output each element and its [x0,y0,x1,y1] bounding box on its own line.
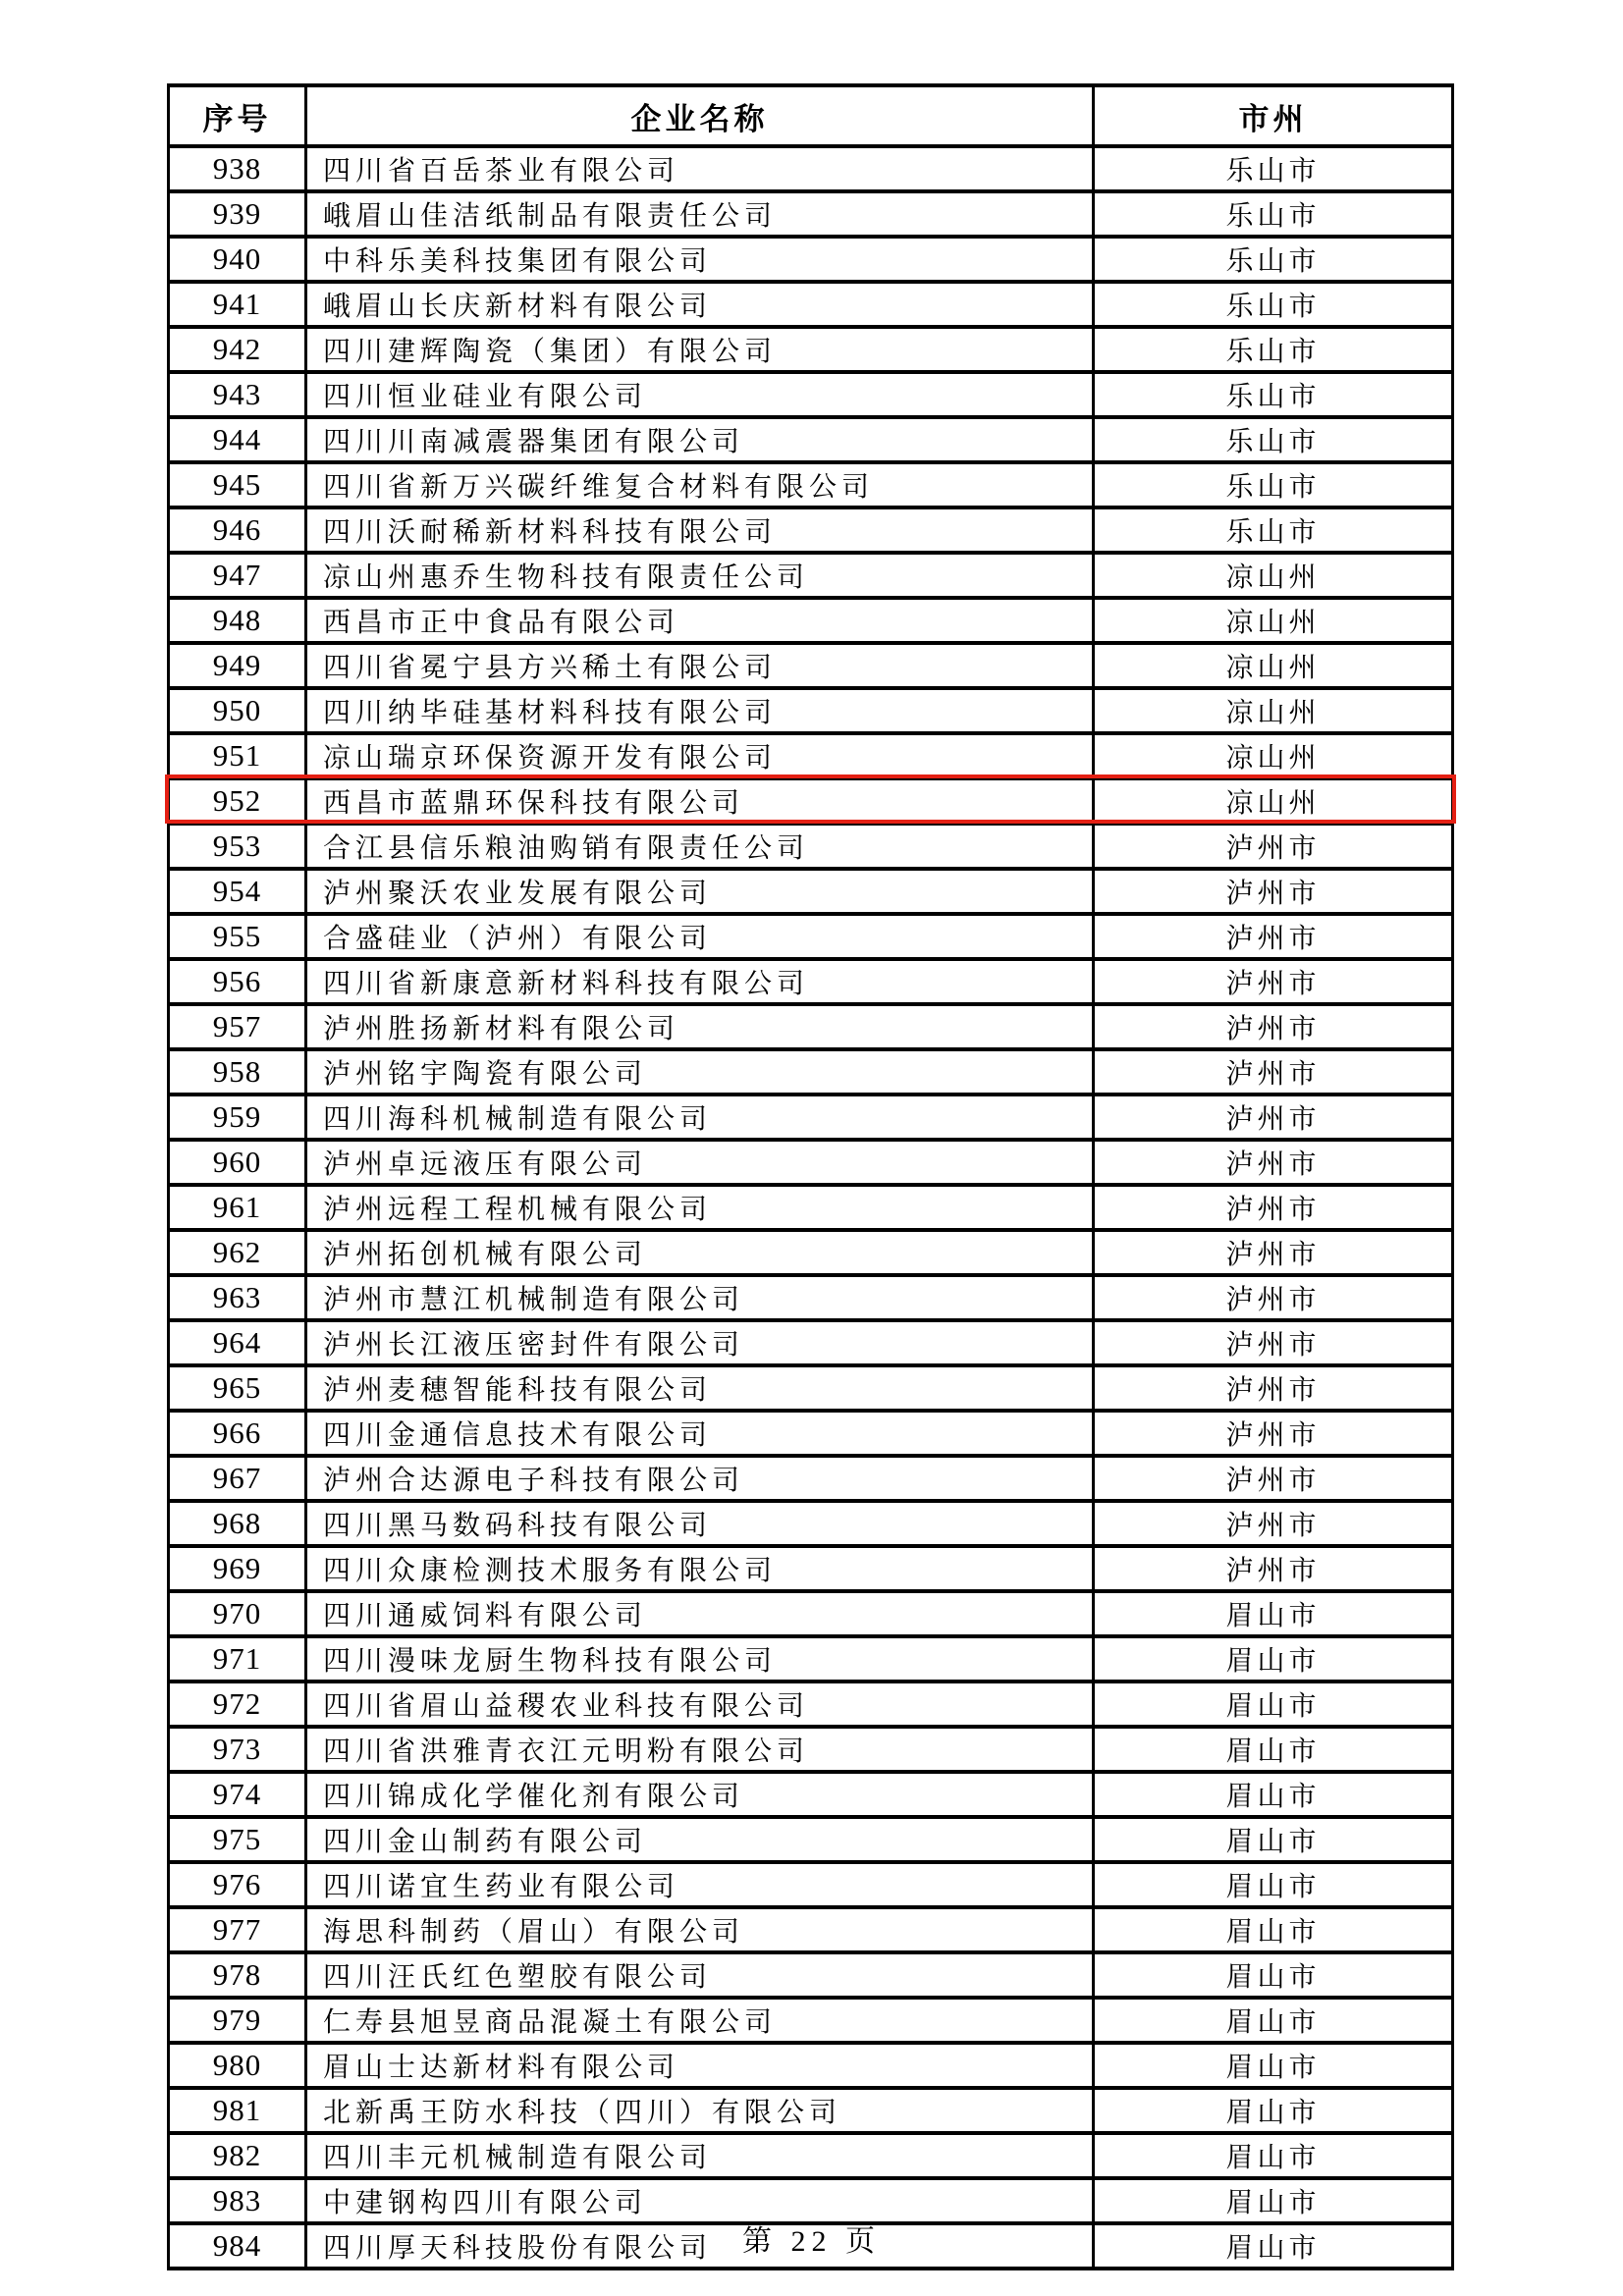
table-row [169,643,1453,688]
company-name-cell: 四川漫味龙厨生物科技有限公司 [306,1636,1094,1682]
header-company-name: 企业名称 [306,85,1094,146]
table-row [169,1275,1453,1320]
city-cell: 眉山市 [1094,1772,1453,1817]
company-name-cell: 四川省新康意新材料科技有限公司 [306,959,1094,1004]
table-row [169,282,1453,327]
company-table [167,83,1454,2270]
table-row [169,1998,1453,2043]
company-name-cell: 四川省新万兴碳纤维复合材料有限公司 [306,462,1094,507]
company-name-cell: 四川恒业硅业有限公司 [306,372,1094,417]
company-name-cell: 四川黑马数码科技有限公司 [306,1501,1094,1546]
city-cell: 泸州市 [1094,1140,1453,1185]
city-cell: 眉山市 [1094,1862,1453,1907]
city-cell: 泸州市 [1094,1365,1453,1411]
serial-cell: 952 [169,778,306,824]
city-cell: 泸州市 [1094,824,1453,869]
table-row [169,1636,1453,1682]
city-cell: 泸州市 [1094,1004,1453,1049]
serial-cell: 959 [169,1095,306,1140]
company-name-cell: 泸州合达源电子科技有限公司 [306,1456,1094,1501]
serial-cell: 984 [169,2223,306,2269]
company-name-cell: 合盛硅业（泸州）有限公司 [306,914,1094,959]
serial-cell: 977 [169,1907,306,1952]
table-row [169,507,1453,553]
company-name-cell: 四川建辉陶瓷（集团）有限公司 [306,327,1094,372]
table-row [169,733,1453,778]
company-name-cell: 泸州铭宇陶瓷有限公司 [306,1049,1094,1095]
company-name-cell: 合江县信乐粮油购销有限责任公司 [306,824,1094,869]
table-row [169,1772,1453,1817]
city-cell: 泸州市 [1094,1185,1453,1230]
table-row [169,2043,1453,2088]
city-cell: 眉山市 [1094,1907,1453,1952]
company-name-cell: 中建钢构四川有限公司 [306,2178,1094,2223]
company-name-cell: 泸州远程工程机械有限公司 [306,1185,1094,1230]
city-cell: 乐山市 [1094,282,1453,327]
header-city: 市州 [1094,85,1453,146]
city-cell: 眉山市 [1094,2223,1453,2269]
city-cell: 乐山市 [1094,462,1453,507]
city-cell: 乐山市 [1094,327,1453,372]
city-cell: 泸州市 [1094,1320,1453,1365]
company-name-cell: 泸州卓远液压有限公司 [306,1140,1094,1185]
serial-cell: 973 [169,1727,306,1772]
company-name-cell: 泸州市慧江机械制造有限公司 [306,1275,1094,1320]
company-name-cell: 泸州胜扬新材料有限公司 [306,1004,1094,1049]
table-row [169,1591,1453,1636]
company-name-cell: 泸州聚沃农业发展有限公司 [306,869,1094,914]
table-row [169,1049,1453,1095]
company-name-cell: 眉山士达新材料有限公司 [306,2043,1094,2088]
table-row [169,1365,1453,1411]
table-row [169,598,1453,643]
serial-cell: 938 [169,146,306,191]
company-name-cell: 泸州麦穗智能科技有限公司 [306,1365,1094,1411]
table-row [169,1682,1453,1727]
page-number: 第 22 页 [742,2225,881,2258]
city-cell: 乐山市 [1094,372,1453,417]
city-cell: 泸州市 [1094,1411,1453,1456]
table-row [169,2133,1453,2178]
table-row [169,327,1453,372]
serial-cell: 961 [169,1185,306,1230]
table-row [169,372,1453,417]
table-row [169,1004,1453,1049]
table-row [169,1320,1453,1365]
serial-cell: 976 [169,1862,306,1907]
company-name-cell: 泸州长江液压密封件有限公司 [306,1320,1094,1365]
company-name-cell: 峨眉山佳洁纸制品有限责任公司 [306,191,1094,237]
city-cell: 乐山市 [1094,417,1453,462]
city-cell: 眉山市 [1094,1591,1453,1636]
table-row [169,553,1453,598]
table-row [169,1456,1453,1501]
table-row [169,2088,1453,2133]
serial-cell: 974 [169,1772,306,1817]
company-name-cell: 中科乐美科技集团有限公司 [306,237,1094,282]
serial-cell: 955 [169,914,306,959]
city-cell: 眉山市 [1094,1636,1453,1682]
city-cell: 乐山市 [1094,237,1453,282]
table-row [169,1411,1453,1456]
serial-cell: 958 [169,1049,306,1095]
serial-cell: 947 [169,553,306,598]
company-name-cell: 四川诺宜生药业有限公司 [306,1862,1094,1907]
serial-cell: 943 [169,372,306,417]
table-row [169,417,1453,462]
serial-cell: 972 [169,1682,306,1727]
city-cell: 眉山市 [1094,1817,1453,1862]
serial-cell: 969 [169,1546,306,1591]
serial-cell: 949 [169,643,306,688]
city-cell: 凉山州 [1094,778,1453,824]
company-name-cell: 凉山州惠乔生物科技有限责任公司 [306,553,1094,598]
table-row [169,688,1453,733]
city-cell: 泸州市 [1094,1546,1453,1591]
table-row [169,1185,1453,1230]
city-cell: 乐山市 [1094,146,1453,191]
table-row [169,1907,1453,1952]
company-name-cell: 四川省洪雅青衣江元明粉有限公司 [306,1727,1094,1772]
city-cell: 泸州市 [1094,1501,1453,1546]
serial-cell: 946 [169,507,306,553]
company-name-cell: 北新禹王防水科技（四川）有限公司 [306,2088,1094,2133]
company-name-cell: 四川省百岳茶业有限公司 [306,146,1094,191]
serial-cell: 941 [169,282,306,327]
serial-cell: 962 [169,1230,306,1275]
serial-cell: 970 [169,1591,306,1636]
serial-cell: 966 [169,1411,306,1456]
company-name-cell: 四川汪氏红色塑胶有限公司 [306,1952,1094,1998]
serial-cell: 953 [169,824,306,869]
city-cell: 眉山市 [1094,1952,1453,1998]
city-cell: 凉山州 [1094,598,1453,643]
serial-cell: 960 [169,1140,306,1185]
city-cell: 乐山市 [1094,191,1453,237]
serial-cell: 975 [169,1817,306,1862]
table-row [169,1952,1453,1998]
serial-cell: 982 [169,2133,306,2178]
table-row [169,462,1453,507]
company-name-cell: 泸州拓创机械有限公司 [306,1230,1094,1275]
company-name-cell: 四川众康检测技术服务有限公司 [306,1546,1094,1591]
serial-cell: 956 [169,959,306,1004]
serial-cell: 940 [169,237,306,282]
city-cell: 凉山州 [1094,553,1453,598]
serial-cell: 942 [169,327,306,372]
city-cell: 眉山市 [1094,2178,1453,2223]
serial-cell: 978 [169,1952,306,1998]
table-row [169,778,1453,824]
city-cell: 泸州市 [1094,1456,1453,1501]
company-name-cell: 四川丰元机械制造有限公司 [306,2133,1094,2178]
company-name-cell: 四川省冕宁县方兴稀土有限公司 [306,643,1094,688]
serial-cell: 965 [169,1365,306,1411]
city-cell: 凉山州 [1094,688,1453,733]
company-name-cell: 四川通威饲料有限公司 [306,1591,1094,1636]
serial-cell: 939 [169,191,306,237]
city-cell: 乐山市 [1094,507,1453,553]
serial-cell: 967 [169,1456,306,1501]
serial-cell: 944 [169,417,306,462]
serial-cell: 945 [169,462,306,507]
company-name-cell: 西昌市蓝鼎环保科技有限公司 [306,778,1094,824]
table-row [169,1095,1453,1140]
serial-cell: 968 [169,1501,306,1546]
serial-cell: 980 [169,2043,306,2088]
company-name-cell: 四川沃耐稀新材料科技有限公司 [306,507,1094,553]
serial-cell: 971 [169,1636,306,1682]
city-cell: 凉山州 [1094,643,1453,688]
city-cell: 泸州市 [1094,1049,1453,1095]
company-name-cell: 西昌市正中食品有限公司 [306,598,1094,643]
table-row [169,869,1453,914]
table-row [169,191,1453,237]
table-row [169,1817,1453,1862]
city-cell: 眉山市 [1094,1682,1453,1727]
serial-cell: 951 [169,733,306,778]
company-name-cell: 峨眉山长庆新材料有限公司 [306,282,1094,327]
city-cell: 泸州市 [1094,1230,1453,1275]
table-row [169,1727,1453,1772]
company-name-cell: 凉山瑞京环保资源开发有限公司 [306,733,1094,778]
table-row [169,146,1453,191]
serial-cell: 950 [169,688,306,733]
company-name-cell: 四川省眉山益稷农业科技有限公司 [306,1682,1094,1727]
city-cell: 眉山市 [1094,1727,1453,1772]
table-row [169,1501,1453,1546]
company-name-cell: 四川厚天科技股份有限公司 [306,2223,1094,2269]
city-cell: 眉山市 [1094,2133,1453,2178]
city-cell: 眉山市 [1094,2088,1453,2133]
serial-cell: 957 [169,1004,306,1049]
table-row [169,914,1453,959]
company-name-cell: 四川纳毕硅基材料科技有限公司 [306,688,1094,733]
table-row [169,1546,1453,1591]
city-cell: 泸州市 [1094,959,1453,1004]
table-row [169,959,1453,1004]
city-cell: 眉山市 [1094,2043,1453,2088]
serial-cell: 963 [169,1275,306,1320]
header-row [169,85,1453,146]
table-row [169,1140,1453,1185]
company-name-cell: 四川海科机械制造有限公司 [306,1095,1094,1140]
city-cell: 泸州市 [1094,869,1453,914]
serial-cell: 954 [169,869,306,914]
table-row [169,1862,1453,1907]
serial-cell: 979 [169,1998,306,2043]
serial-cell: 964 [169,1320,306,1365]
table-row [169,237,1453,282]
serial-cell: 981 [169,2088,306,2133]
company-name-cell: 四川金山制药有限公司 [306,1817,1094,1862]
company-name-cell: 四川金通信息技术有限公司 [306,1411,1094,1456]
serial-cell: 983 [169,2178,306,2223]
table-row [169,824,1453,869]
company-name-cell: 仁寿县旭昱商品混凝土有限公司 [306,1998,1094,2043]
serial-cell: 948 [169,598,306,643]
table-row [169,1230,1453,1275]
city-cell: 泸州市 [1094,1275,1453,1320]
city-cell: 眉山市 [1094,1998,1453,2043]
company-name-cell: 四川锦成化学催化剂有限公司 [306,1772,1094,1817]
table-body [169,146,1453,2269]
city-cell: 泸州市 [1094,914,1453,959]
header-serial: 序号 [169,85,306,146]
company-table-wrap [167,83,1451,2270]
city-cell: 泸州市 [1094,1095,1453,1140]
company-name-cell: 海思科制药（眉山）有限公司 [306,1907,1094,1952]
company-name-cell: 四川川南减震器集团有限公司 [306,417,1094,462]
city-cell: 凉山州 [1094,733,1453,778]
